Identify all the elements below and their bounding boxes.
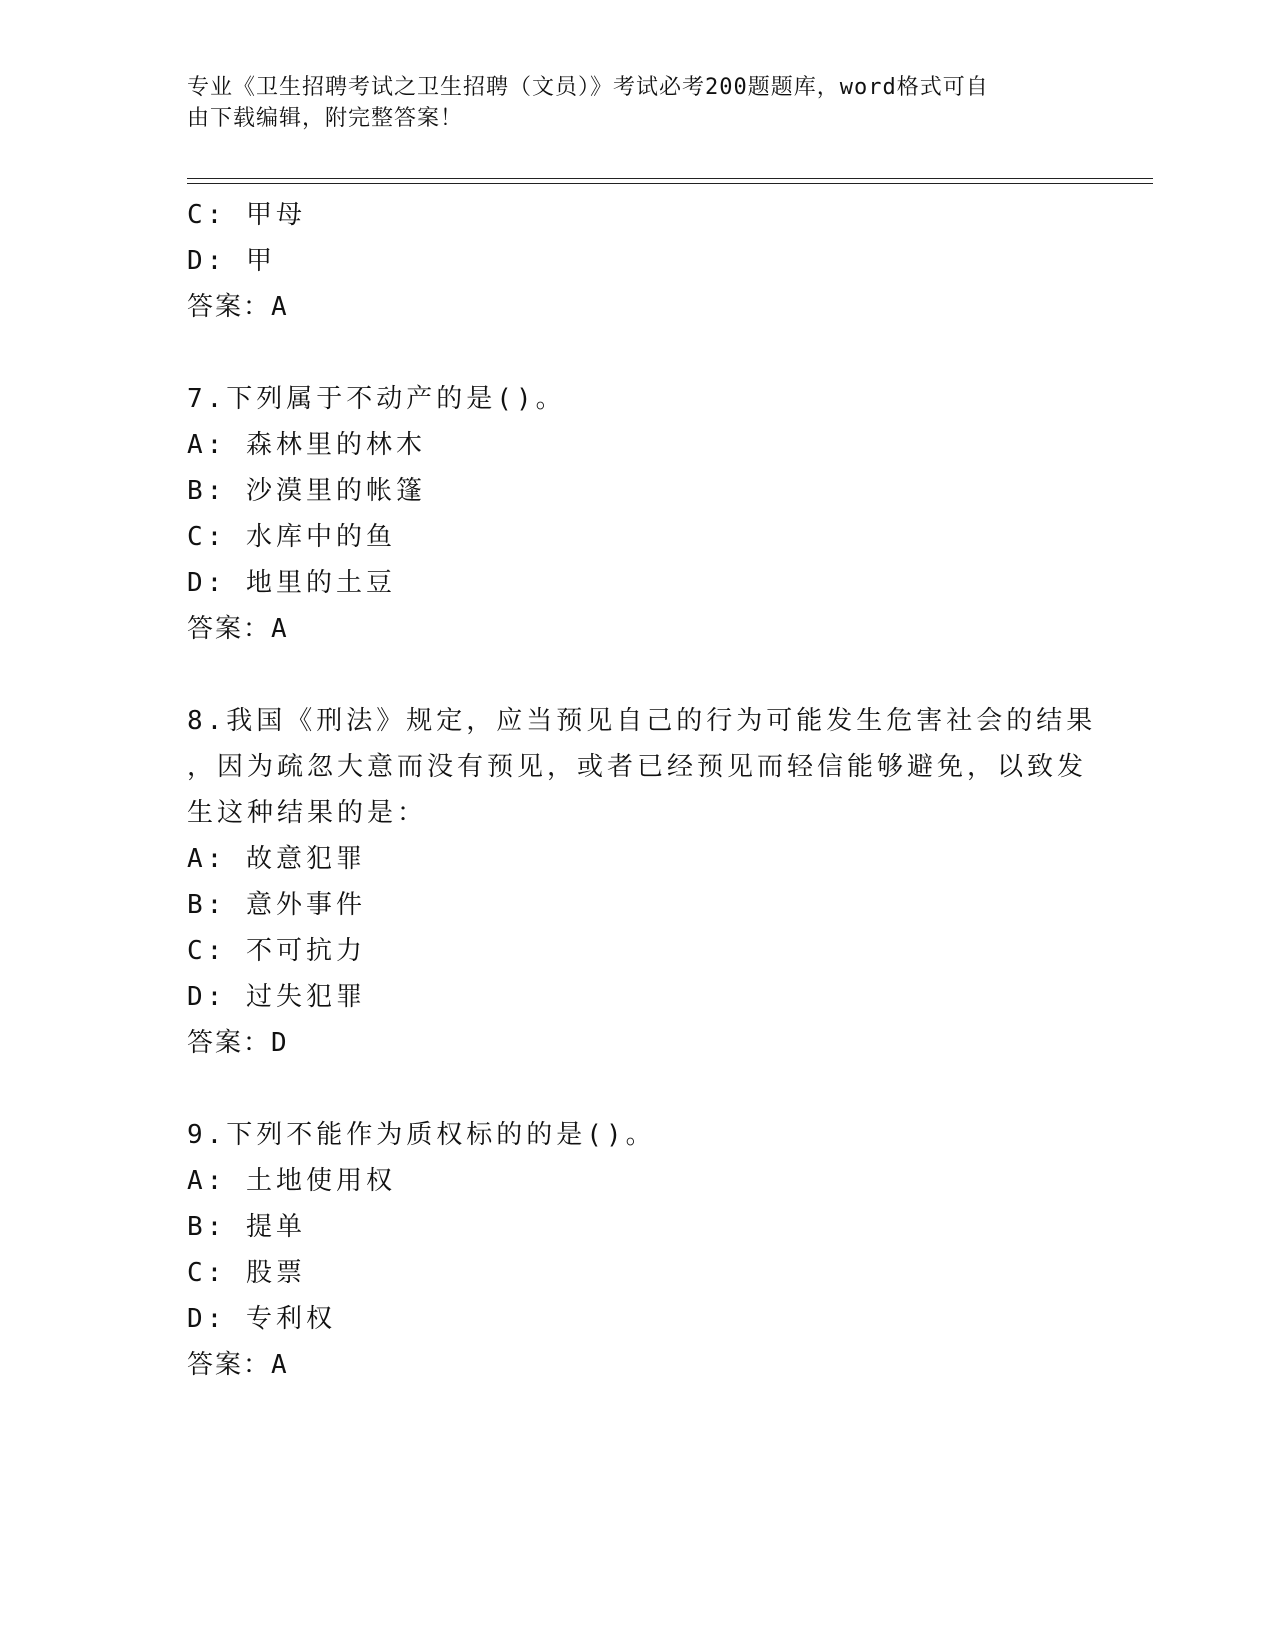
question-stem-line-2: ，因为疏忽大意而没有预见，或者已经预见而轻信能够避免，以致发 [187, 752, 1088, 782]
header-line-2: 由下载编辑，附完整答案！ [187, 106, 464, 131]
question-9 [187, 1112, 1087, 1388]
option-b: B: 提单 [187, 1212, 306, 1242]
question-8 [187, 698, 1097, 1066]
question-stem-line-3: 生这种结果的是： [187, 798, 428, 828]
option-c: C: 水库中的鱼 [187, 522, 396, 552]
question-content [187, 192, 1097, 1388]
option-d: D: 甲 [187, 246, 276, 276]
answer-text: 答案：A [187, 1350, 289, 1380]
question-7 [187, 376, 1087, 652]
header-line-1: 专业《卫生招聘考试之卫生招聘（文员）》考试必考200题题库，word格式可自 [187, 75, 989, 100]
option-c: C: 股票 [187, 1258, 306, 1288]
option-b: B: 沙漠里的帐篷 [187, 476, 426, 506]
answer-text: 答案：A [187, 614, 289, 644]
page-header [187, 72, 1067, 134]
question-stem: 9.下列不能作为质权标的的是()。 [187, 1120, 656, 1150]
option-d: D: 地里的土豆 [187, 568, 396, 598]
spacer [187, 1066, 1087, 1112]
question-stem-line-1: 8.我国《刑法》规定，应当预见自己的行为可能发生危害社会的结果 [187, 706, 1097, 736]
option-c: C: 甲母 [187, 200, 306, 230]
option-d: D: 专利权 [187, 1304, 336, 1334]
spacer [187, 330, 1087, 376]
header-divider [187, 178, 1153, 184]
option-d: D: 过失犯罪 [187, 982, 366, 1012]
question-stem: 7.下列属于不动产的是()。 [187, 384, 566, 414]
option-a: A: 森林里的林木 [187, 430, 426, 460]
option-a: A: 土地使用权 [187, 1166, 396, 1196]
spacer [187, 652, 1087, 698]
answer-text: 答案：D [187, 1028, 289, 1058]
option-b: B: 意外事件 [187, 890, 366, 920]
option-a: A: 故意犯罪 [187, 844, 366, 874]
answer-text: 答案：A [187, 292, 289, 322]
option-c: C: 不可抗力 [187, 936, 366, 966]
previous-question-tail [187, 192, 1087, 330]
